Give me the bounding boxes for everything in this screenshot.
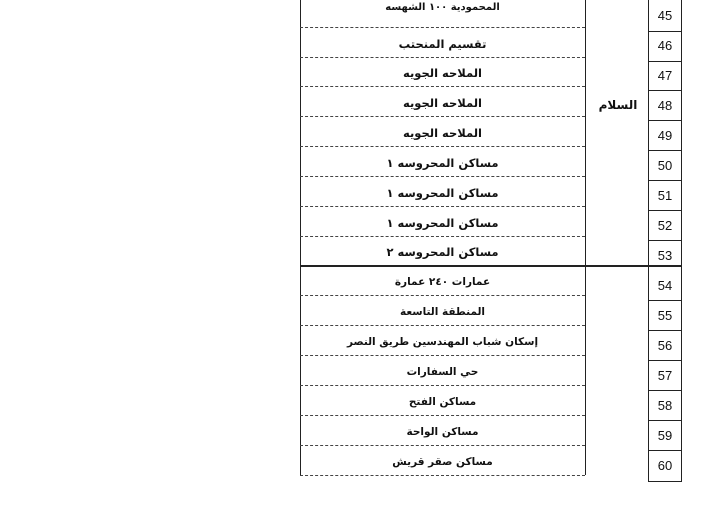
row-number: 59	[657, 428, 673, 443]
row-divider	[648, 240, 681, 241]
row-number: 45	[657, 8, 673, 23]
row-name: عمارات ٢٤٠ عمارة	[394, 276, 491, 288]
row-divider	[648, 120, 681, 121]
row-name: مساكن المحروسه ١	[386, 186, 499, 200]
row-divider	[648, 90, 681, 91]
name-column-border	[585, 0, 586, 475]
row-number: 46	[657, 38, 673, 53]
row-divider	[648, 390, 681, 391]
row-divider	[648, 210, 681, 211]
row-name: مساكن المحروسه ٢	[386, 245, 499, 259]
row-name: مساكن صقر قريش	[392, 456, 493, 468]
row-number: 60	[657, 458, 673, 473]
row-number: 55	[657, 308, 673, 323]
row-name: المحمودية ١٠٠ الشهسه	[385, 2, 500, 13]
right-border	[681, 0, 682, 482]
row-name: تقسيم المنحتب	[398, 37, 487, 51]
row-number: 53	[657, 248, 673, 263]
row-number: 48	[657, 98, 673, 113]
row-divider	[300, 475, 585, 476]
row-divider	[648, 180, 681, 181]
row-divider	[648, 360, 681, 361]
row-name: مساكن المحروسه ١	[386, 216, 499, 230]
row-divider	[300, 415, 585, 416]
row-name: حي السفارات	[406, 366, 479, 378]
row-divider	[300, 27, 585, 28]
row-name: الملاحه الجويه	[402, 126, 483, 140]
district-label: السلام	[598, 98, 638, 112]
row-divider	[648, 420, 681, 421]
row-divider	[648, 330, 681, 331]
row-divider	[300, 355, 585, 356]
row-name: مساكن المحروسه ١	[386, 156, 499, 170]
row-number: 52	[657, 218, 673, 233]
row-divider	[300, 206, 585, 207]
row-divider	[300, 236, 585, 237]
row-number: 54	[657, 278, 673, 293]
table-bottom-border	[648, 481, 681, 482]
row-divider	[300, 86, 585, 87]
row-divider	[300, 325, 585, 326]
row-divider	[648, 450, 681, 451]
row-name: إسكان شباب المهندسين طريق النصر	[346, 336, 539, 348]
row-divider	[300, 385, 585, 386]
row-number: 47	[657, 68, 673, 83]
row-name: مساكن الفتح	[408, 396, 477, 408]
row-divider	[300, 176, 585, 177]
row-divider	[648, 300, 681, 301]
row-divider	[648, 31, 681, 32]
row-number: 50	[657, 158, 673, 173]
row-divider	[300, 116, 585, 117]
row-divider	[300, 57, 585, 58]
row-number: 49	[657, 128, 673, 143]
row-number: 51	[657, 188, 673, 203]
row-divider	[300, 445, 585, 446]
row-number: 56	[657, 338, 673, 353]
row-name: المنطقة التاسعة	[399, 306, 486, 318]
row-number: 57	[657, 368, 673, 383]
row-name: الملاحه الجويه	[402, 66, 483, 80]
row-name: مساكن الواحة	[406, 426, 479, 438]
row-number: 58	[657, 398, 673, 413]
row-name: الملاحه الجويه	[402, 96, 483, 110]
row-divider	[648, 150, 681, 151]
district-column-border	[648, 0, 649, 482]
row-divider	[300, 146, 585, 147]
row-divider	[300, 295, 585, 296]
row-divider	[648, 61, 681, 62]
section-divider	[300, 265, 681, 267]
